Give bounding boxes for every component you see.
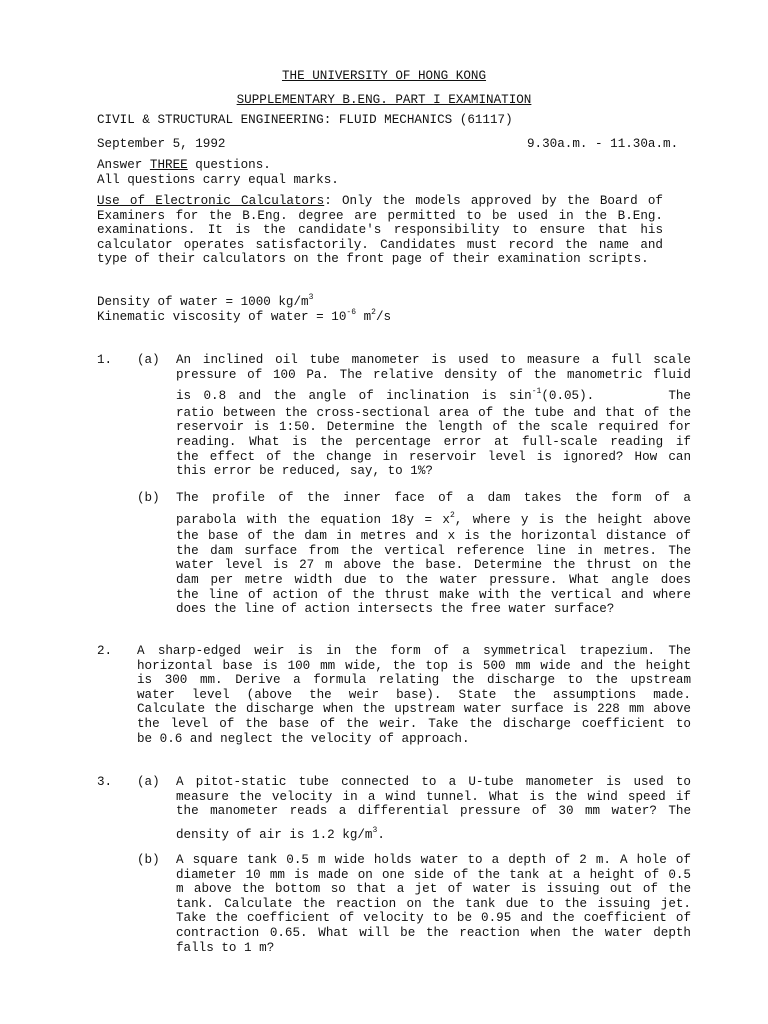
course-title: CIVIL & STRUCTURAL ENGINEERING: FLUID MECHANICS (61117) <box>97 113 513 127</box>
question-3a-label: (a) <box>137 775 160 789</box>
question-3-number: 3. <box>97 775 113 789</box>
viscosity-constant: Kinematic viscosity of water = $10^{-6}$ $m^2/s$ <box>97 308 392 324</box>
exam-time: 9.30a.m. - 11.30a.m. <box>527 137 679 151</box>
question-3b-text: A square tank 0.5 m wide holds water to a depth of 2 m. A hole of diameter 10 mm is made on one side of the tank at a height of 0.5 m above the bottom so that a jet of water is issuing out of the tank. Calculate the reaction on the tank due to the issuing jet. Take the coefficient of velocity to be 0.95 and the coefficient of contraction 0.65. What will be the reaction when the water depth falls to 1 m? <box>176 853 691 955</box>
equal-marks: All questions carry equal marks. <box>97 173 339 187</box>
answer-suffix: questions. <box>187 158 271 172</box>
question-3a-text: A pitot-static tube connected to a U-tube manometer is used to measure the velocity in a wind tunnel. What is the wind speed if the manometer reads a differential pressure of 30 mm water? The density of air is 1.2 $kg/m^3$. <box>176 775 691 842</box>
question-3b-label: (b) <box>137 853 160 867</box>
question-1a-text: An inclined oil tube manometer is used to measure a full scale pressure of 100 Pa. The relative density of the manometric fluid is 0.8 and the angle of inclination is $\sin^{-1}(0.05)$. The ratio between the cross-sectional area of the tube and that of the reservoir is 1:50. Determine the length of the scale required for reading. What is the percentage error at full-scale reading if the effect of the change in reservoir level is ignored? How can this error be reduced, say, to 1%? <box>176 353 691 479</box>
university-title: THE UNIVERSITY OF HONG KONG <box>281 69 487 83</box>
answer-three: THREE <box>149 158 188 172</box>
question-1-number: 1. <box>97 353 113 367</box>
answer-instruction <box>97 158 271 173</box>
question-2-number: 2. <box>97 644 113 658</box>
question-2-text: A sharp-edged weir is in the form of a symmetrical trapezium. The horizontal base is 100 mm wide, the top is 500 mm wide and the height is 300 mm. Derive a formula relating the discharge to the upstream water level (above the weir base). State the assumptions made. Calculate the discharge when the upstream water surface is 228 mm above the level of the base of the weir. Take the discharge coefficient to be 0.6 and neglect the velocity of approach. <box>137 644 691 746</box>
calc-line-4: calculator operates satisfactorily. Candidates must record the name and <box>97 237 663 252</box>
calc-line-5: type of their calculators on the front page of their examination scripts. <box>97 252 649 267</box>
calculator-notice <box>97 194 663 267</box>
exam-date: September 5, 1992 <box>97 137 226 151</box>
calc-heading: Use of Electronic Calculators <box>97 194 325 208</box>
answer-prefix: Answer <box>97 158 150 172</box>
exam-title: SUPPLEMENTARY B.ENG. PART I EXAMINATION <box>236 93 532 107</box>
calc-line-1: Use of Electronic Calculators: Only the models approved by the Board of <box>97 194 663 208</box>
question-1b-label: (b) <box>137 491 160 505</box>
calc-line-2: Examiners for the B.Eng. degree are permitted to be used in the B.Eng. <box>97 208 663 223</box>
question-1b-text: The profile of the inner face of a dam takes the form of a parabola with the equation $18y = x^2$, where y is the height above the base of the dam in metres and x is the horizontal distance of the dam surface from the vertical reference line in metres. The water level is 27 m above the base. Determine the thrust on the dam per metre width due to the water pressure. What angle does the line of action of the thrust make with the vertical and where does the line of action intersects the free water surface? <box>176 491 691 617</box>
density-constant: Density of water = 1000 $kg/m^3$ <box>97 293 314 309</box>
question-1a-label: (a) <box>137 353 160 367</box>
calc-line-3: examinations. It is the candidate's responsibility to ensure that his <box>97 223 663 238</box>
